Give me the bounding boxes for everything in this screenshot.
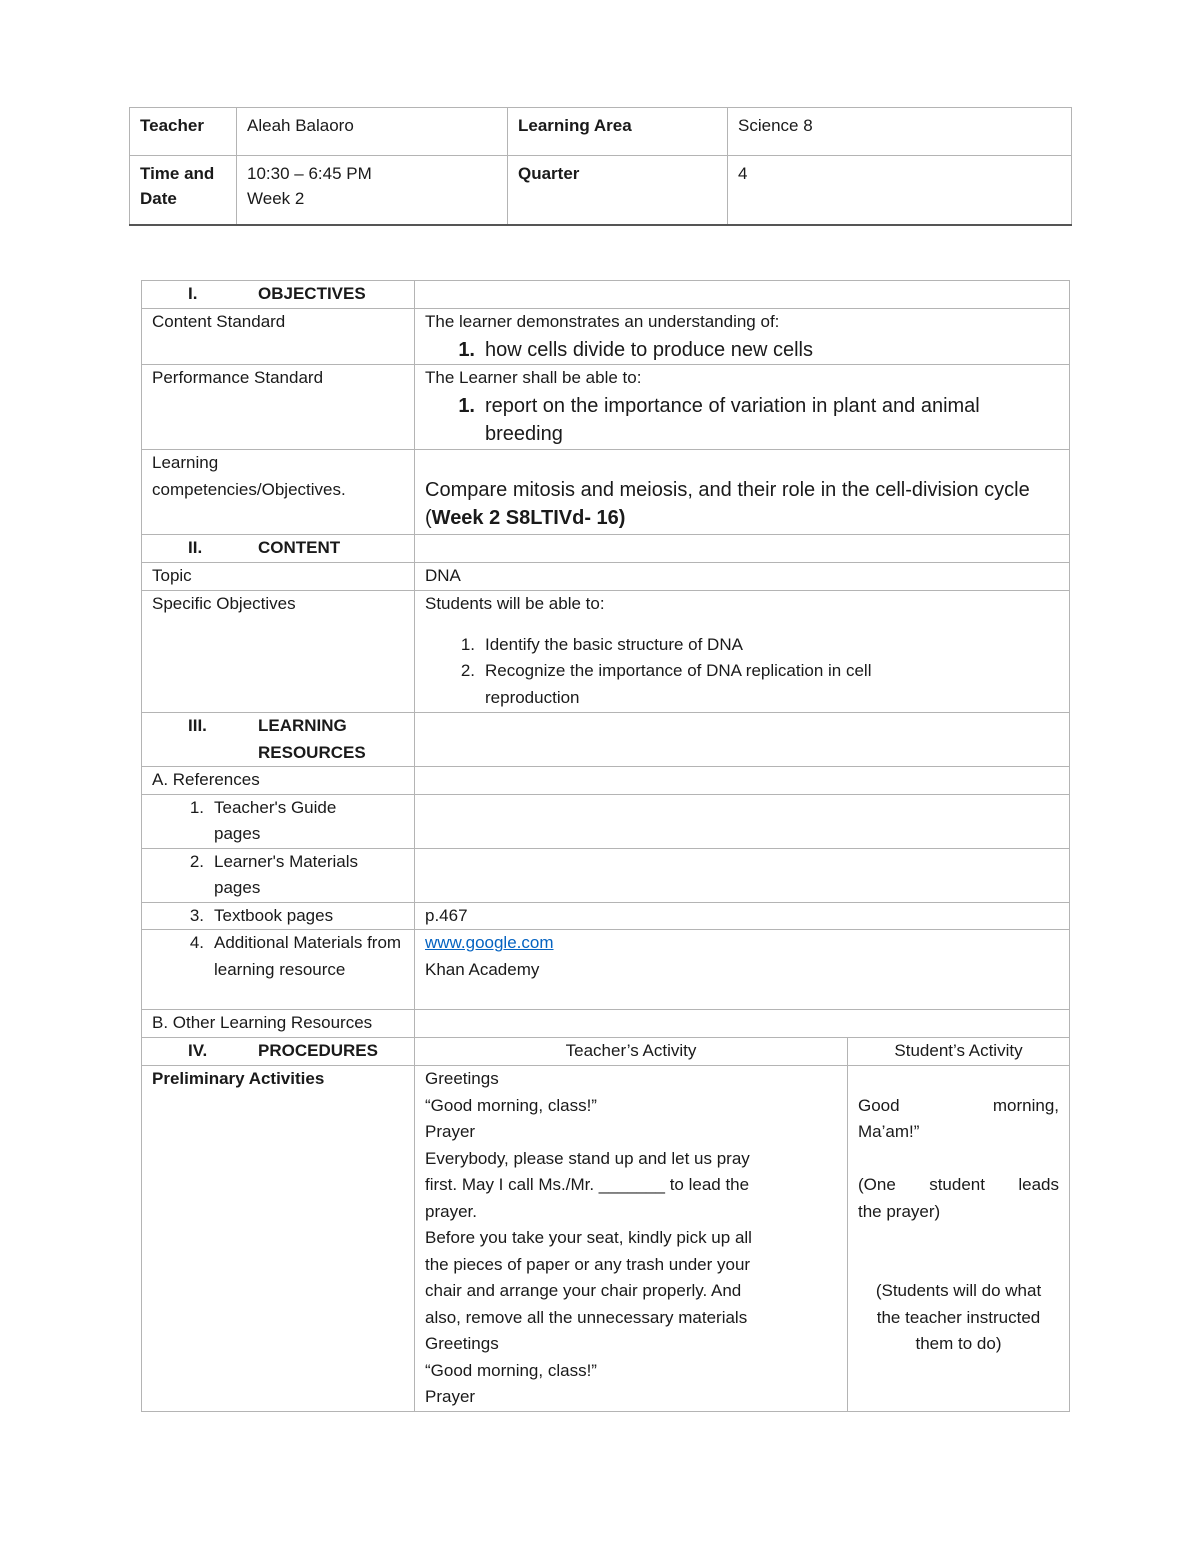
student-response: (Students will do what xyxy=(875,1281,1042,1300)
textbook-pages-value: p.467 xyxy=(415,902,1070,930)
section-title: PROCEDURES xyxy=(258,1041,378,1060)
topic-value: DNA xyxy=(415,563,1070,591)
learning-area-value: Science 8 xyxy=(728,108,1072,156)
student-activity-cell: Good morning, Ma’am!” (One student leads the prayer) (Students will do what the teacher instructed them to do) xyxy=(848,1066,1070,1412)
section-number: IV. xyxy=(188,1041,208,1060)
resource-value xyxy=(415,794,1070,848)
content-standard-list xyxy=(425,336,1059,364)
student-response: Good morning, xyxy=(858,1095,1059,1115)
competencies-label: Learning competencies/Objectives. xyxy=(142,450,415,535)
resource-item: 1. Teacher's Guide pages xyxy=(142,794,415,848)
list-item: 1. report on the importance of variation in plant and animal breeding xyxy=(458,394,980,445)
specific-objectives-label: Specific Objectives xyxy=(142,591,415,713)
teacher-activity-cell: Greetings “Good morning, class!” Prayer Everybody, please stand up and let us pray first. May I call Ms./Mr. _______ to lead the prayer. Before you take your seat, kindly pick up all the pieces of paper or any trash under your chair and arrange your chair properly. And also, remove all the unnecessary materials Greetings “Good morning, class!” Prayer xyxy=(415,1066,848,1412)
section-number: I. xyxy=(188,284,198,303)
performance-standard-intro: The Learner shall be able to: xyxy=(425,368,642,387)
additional-materials-cell xyxy=(415,930,1070,1010)
khan-academy-text: Khan Academy xyxy=(425,959,540,979)
time-date-value xyxy=(237,156,508,226)
header-table xyxy=(129,107,1072,226)
empty-cell xyxy=(415,535,1070,563)
topic-label: Topic xyxy=(142,563,415,591)
empty-cell xyxy=(415,281,1070,309)
google-link[interactable]: www.google.com xyxy=(425,933,554,952)
references-label: A. References xyxy=(142,767,415,795)
section-number: II. xyxy=(188,538,203,557)
section-content-heading xyxy=(142,535,415,563)
performance-standard-cell xyxy=(415,365,1070,450)
content-standard-cell xyxy=(415,309,1070,365)
specific-objectives-intro: Students will be able to: xyxy=(425,594,605,613)
list-item: 2. Recognize the importance of DNA replication in cell reproduction xyxy=(460,661,872,707)
performance-standard-list xyxy=(425,392,1059,448)
time-date-label-line2: Date xyxy=(140,189,177,208)
competencies-text: Compare mitosis and meiosis, and their role in the cell-division cycle (Week 2 S8LTIVd- 16) xyxy=(425,479,1030,529)
empty-cell xyxy=(415,1010,1070,1038)
performance-standard-label: Performance Standard xyxy=(142,365,415,450)
specific-objectives-list xyxy=(425,632,1059,712)
list-item: 1. Identify the basic structure of DNA xyxy=(460,634,743,654)
section-objectives-heading xyxy=(142,281,415,309)
teacher-activity-header: Teacher’s Activity xyxy=(415,1038,848,1066)
resource-value xyxy=(415,848,1070,902)
other-resources-label: B. Other Learning Resources xyxy=(142,1010,415,1038)
section-number: III. xyxy=(188,716,207,735)
quarter-value: 4 xyxy=(728,156,1072,226)
section-title: CONTENT xyxy=(258,538,341,557)
time-date-label xyxy=(130,156,237,226)
resource-item: 2. Learner's Materials pages xyxy=(142,848,415,902)
competencies-code: Week 2 S8LTIVd- 16) xyxy=(431,507,626,529)
time-date-label-line1: Time and xyxy=(140,164,215,183)
time-value: 10:30 – 6:45 PM xyxy=(247,164,372,183)
student-activity-header: Student’s Activity xyxy=(848,1038,1070,1066)
resource-item: 3. Textbook pages xyxy=(142,902,415,930)
section-procedures-heading xyxy=(142,1038,415,1066)
content-standard-intro: The learner demonstrates an understanding of: xyxy=(425,312,780,331)
teacher-value: Aleah Balaoro xyxy=(237,108,508,156)
section-title: LEARNING RESOURCES xyxy=(258,716,366,762)
list-item: 1. how cells divide to produce new cells xyxy=(458,338,813,361)
specific-objectives-cell xyxy=(415,591,1070,713)
empty-cell xyxy=(415,767,1070,795)
quarter-label: Quarter xyxy=(508,156,728,226)
section-resources-heading xyxy=(142,713,415,767)
preliminary-activities-label: Preliminary Activities xyxy=(142,1066,415,1412)
week-value: Week 2 xyxy=(247,189,305,208)
section-title: OBJECTIVES xyxy=(258,284,366,303)
empty-cell xyxy=(415,713,1070,767)
competencies-cell xyxy=(415,450,1070,535)
content-standard-label: Content Standard xyxy=(142,309,415,365)
learning-area-label: Learning Area xyxy=(508,108,728,156)
resource-item: 4. Additional Materials from learning resource xyxy=(142,930,415,1010)
teacher-label: Teacher xyxy=(130,108,237,156)
lesson-plan-table xyxy=(141,280,1070,1412)
student-response: (One student leads xyxy=(858,1175,1059,1194)
